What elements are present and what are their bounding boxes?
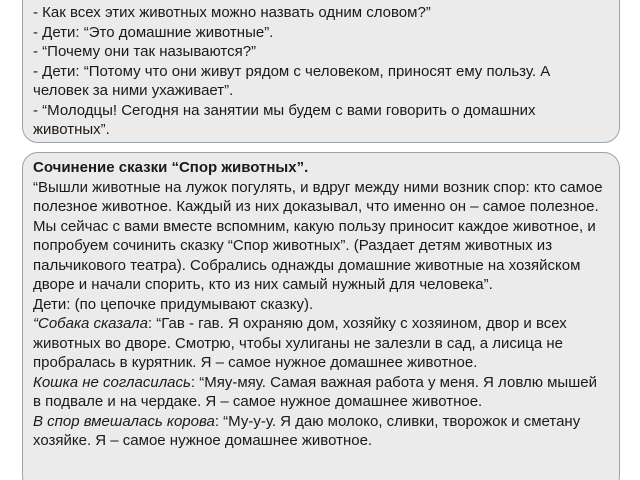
dog-text: : “Гав - гав. Я охраняю дом, хозяйку с хозяином, двор и всех животных во дворе. Смотрю, чтобы хулиганы не залезли в сад, а лисица не пробралась в курятник. Я – самое нужное домашнее животное. [33, 315, 571, 371]
dialogue-line: - Как всех этих животных можно назвать одним словом?” [33, 4, 431, 21]
cow-text: : “Му-у-у. Я даю молоко, сливки, творожок и сметану хозяйке. Я – самое нужное домашнее животное. [33, 412, 585, 449]
dialogue-card [22, 0, 620, 143]
cow-lead: В спор вмешалась корова [33, 412, 215, 430]
story-intro-text: “Вышли животные на лужок погулять, и вдруг между ними возник спор: кто самое полезное животное. Каждый из них доказывал, что именно он – самое полезное. Мы сейчас с вами вместе вспомним, какую пользу приносит каждое животное, и попробуем сочинить сказку “Спор животных”. (Раздает детям животных из пальчикового театра). Собрались однажды домашние животные на хозяйском дворе и начали спорить, кто из них самый нужный для человека”. [33, 178, 607, 293]
dialogue-line: - Дети: “Это домашние животные”. [33, 23, 274, 41]
dog-lead: “Собака сказала [33, 315, 148, 332]
dialogue-line: - “Молодцы! Сегодня на занятии мы будем с вами говорить о домашних животных”. [33, 101, 540, 138]
dog-paragraph [33, 314, 609, 373]
story-card [22, 152, 620, 480]
dialogue-line: - Дети: “Потому что они живут рядом с человеком, приносят ему пользу. А человек за ними ухаживает”. [33, 62, 555, 99]
cat-lead: Кошка не согласилась [33, 373, 191, 391]
story-title: Сочинение сказки “Спор животных”. [33, 159, 309, 176]
cow-paragraph [33, 412, 609, 451]
dialogue-line: - “Почему они так называются?” [33, 43, 257, 60]
cat-paragraph [33, 373, 609, 412]
children-note: Дети: (по цепочке придумывают сказку). [33, 295, 314, 313]
cat-text: : “Мяу-мяу. Самая важная работа у меня. Я ловлю мышей в подвале и на чердаке. Я – самое нужное домашнее животное. [33, 373, 602, 410]
